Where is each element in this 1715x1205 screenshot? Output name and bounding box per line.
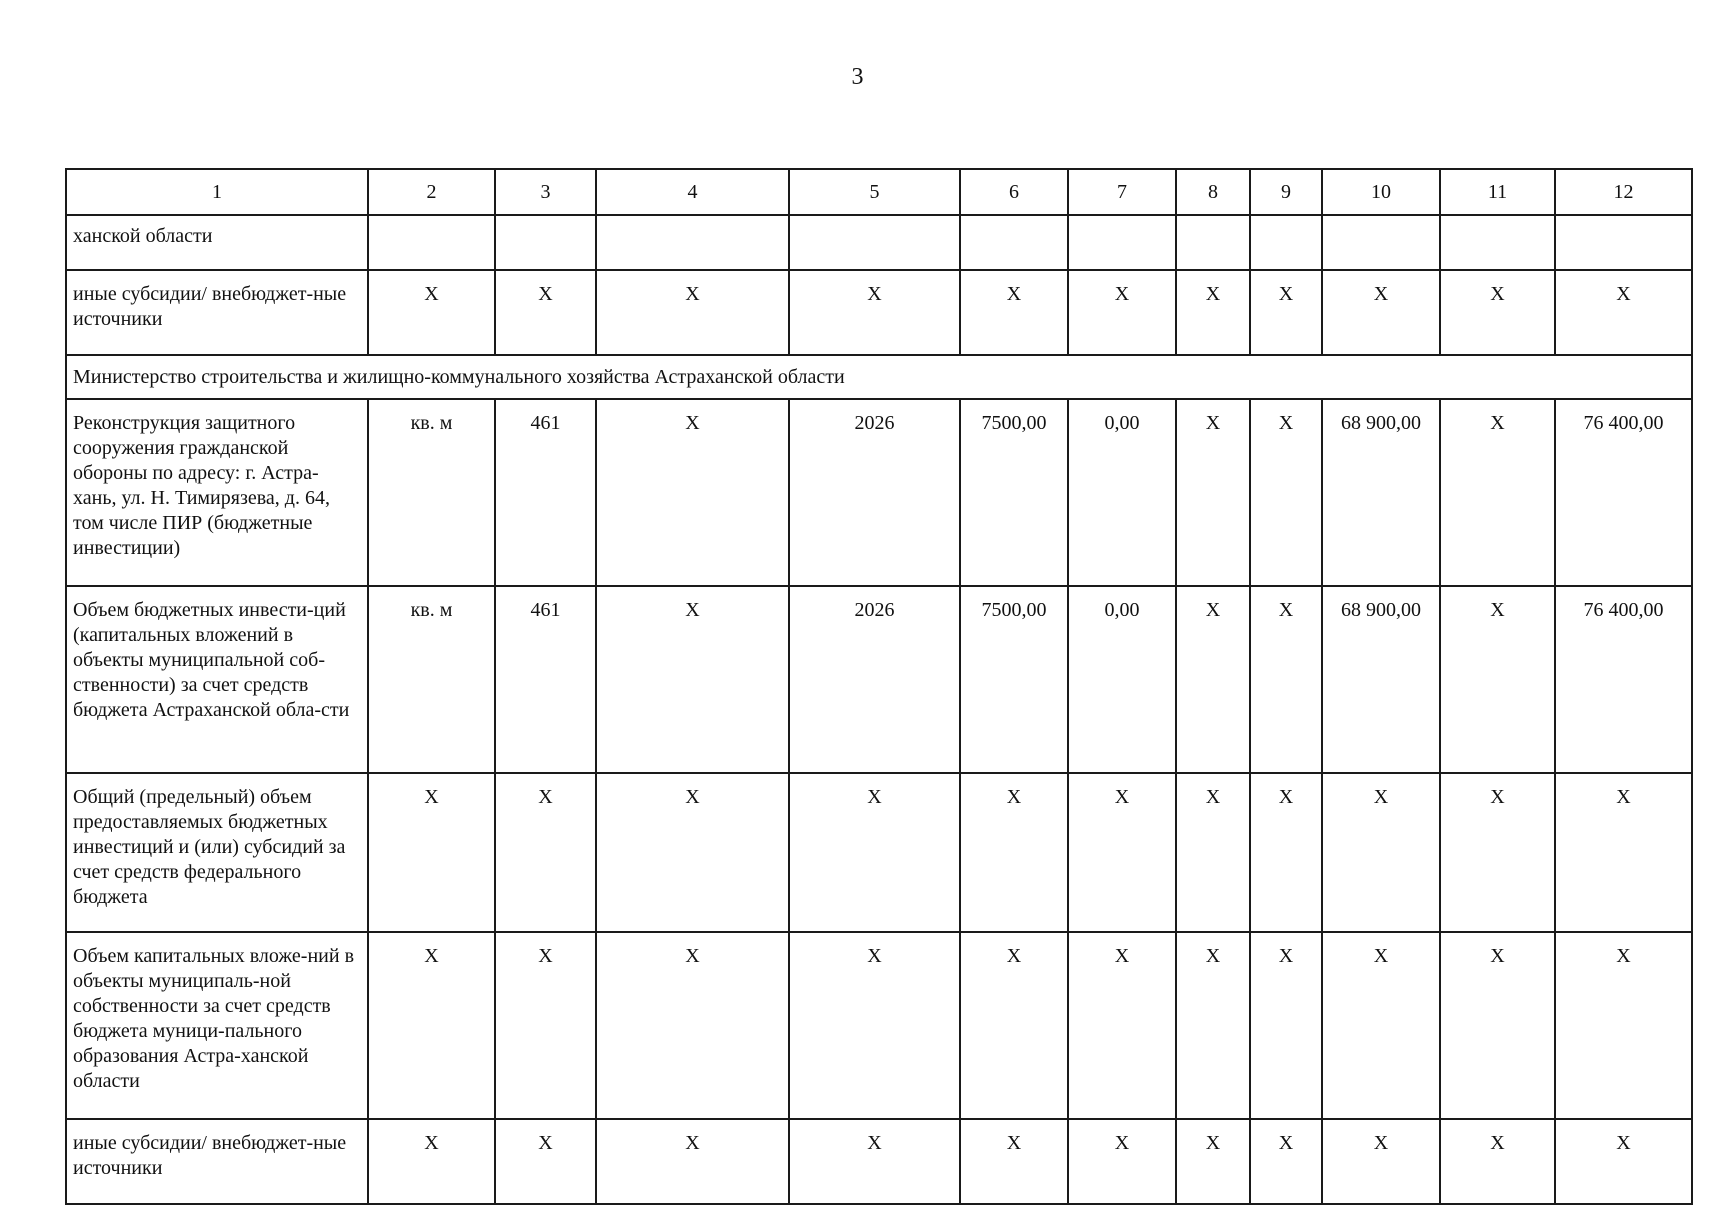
table-row [66, 399, 1692, 586]
table-cell: Х [596, 399, 789, 586]
section-title: Министерство строительства и жилищно-коммунального хозяйства Астраханской области [66, 355, 1692, 399]
table-cell: Х [1250, 773, 1322, 932]
table-cell: 461 [495, 399, 596, 586]
table-cell [1440, 215, 1555, 270]
table-cell: Х [495, 1119, 596, 1204]
table-cell [495, 215, 596, 270]
table-cell: Х [1250, 932, 1322, 1119]
table-cell: Х [1322, 1119, 1440, 1204]
table-cell: 76 400,00 [1555, 399, 1692, 586]
column-number: 3 [495, 169, 596, 215]
table-cell: Х [1068, 270, 1176, 355]
table-cell: Х [1068, 932, 1176, 1119]
table-cell: 7500,00 [960, 586, 1068, 773]
column-number: 6 [960, 169, 1068, 215]
table-cell: Х [1176, 773, 1250, 932]
table-cell: Х [1176, 270, 1250, 355]
page-number: 3 [851, 64, 864, 90]
table-cell: Х [789, 932, 960, 1119]
table-cell: Х [1440, 270, 1555, 355]
table-cell: Х [789, 1119, 960, 1204]
table-cell: Х [960, 773, 1068, 932]
table-cell: Х [1176, 932, 1250, 1119]
column-number: 1 [66, 169, 368, 215]
table-cell: Х [368, 773, 495, 932]
table-cell: Х [1555, 773, 1692, 932]
table-cell: Х [1176, 1119, 1250, 1204]
table-cell [1176, 215, 1250, 270]
table-cell: Х [1440, 399, 1555, 586]
table-cell: Х [1322, 932, 1440, 1119]
table-cell: Х [1440, 773, 1555, 932]
table-cell: Х [596, 932, 789, 1119]
column-number: 12 [1555, 169, 1692, 215]
column-number-row [66, 169, 1692, 215]
column-number: 5 [789, 169, 960, 215]
table-row [66, 215, 1692, 270]
table-cell: Х [1250, 270, 1322, 355]
table-row [66, 773, 1692, 932]
table-cell: кв. м [368, 399, 495, 586]
table-cell: 76 400,00 [1555, 586, 1692, 773]
table-row [66, 586, 1692, 773]
budget-table [65, 168, 1693, 1205]
table-cell: Х [1440, 586, 1555, 773]
table-cell: Х [1555, 1119, 1692, 1204]
table-cell: Х [368, 1119, 495, 1204]
section-row [66, 355, 1692, 399]
table-cell: Х [495, 932, 596, 1119]
table-cell: Х [1250, 1119, 1322, 1204]
table-cell [789, 215, 960, 270]
table-cell: Х [596, 270, 789, 355]
column-number: 11 [1440, 169, 1555, 215]
table-cell: Х [368, 932, 495, 1119]
table-cell: Х [1440, 1119, 1555, 1204]
column-number: 7 [1068, 169, 1176, 215]
table-cell: 0,00 [1068, 399, 1176, 586]
table-cell: Х [1176, 399, 1250, 586]
column-number: 2 [368, 169, 495, 215]
table-cell: Х [596, 1119, 789, 1204]
table-cell: Х [495, 773, 596, 932]
table-cell: Х [1068, 773, 1176, 932]
row-label: Реконструкция защитного сооружения гражданской обороны по адресу: г. Астра-хань, ул. Н. Тимирязева, д. 64, том числе ПИР (бюджетные инвестиции) [66, 399, 368, 586]
table-cell: Х [789, 270, 960, 355]
table-cell: 68 900,00 [1322, 586, 1440, 773]
table-cell: Х [1555, 270, 1692, 355]
table-cell: Х [1440, 932, 1555, 1119]
table-cell [1068, 215, 1176, 270]
table-cell: Х [960, 932, 1068, 1119]
table-cell: Х [495, 270, 596, 355]
table-cell: Х [368, 270, 495, 355]
table-cell: Х [789, 773, 960, 932]
table-row [66, 1119, 1692, 1204]
table-cell: Х [596, 773, 789, 932]
row-label: иные субсидии/ внебюджет-ные источники [66, 1119, 368, 1204]
table-cell: Х [1322, 773, 1440, 932]
table-cell: 68 900,00 [1322, 399, 1440, 586]
table-cell: Х [1322, 270, 1440, 355]
table-cell: Х [1250, 586, 1322, 773]
row-label: ханской области [66, 215, 368, 270]
table-cell: Х [1176, 586, 1250, 773]
table-cell [1250, 215, 1322, 270]
table-cell: 2026 [789, 586, 960, 773]
table-cell: Х [596, 586, 789, 773]
table-cell: Х [1555, 932, 1692, 1119]
row-label: Объем бюджетных инвести-ций (капитальных вложений в объекты муниципальной соб-ственности) за счет средств бюджета Астраханской обла-сти [66, 586, 368, 773]
row-label: Общий (предельный) объем предоставляемых бюджетных инвестиций и (или) субсидий за счет средств федерального бюджета [66, 773, 368, 932]
table-cell: 0,00 [1068, 586, 1176, 773]
row-label: иные субсидии/ внебюджет-ные источники [66, 270, 368, 355]
column-number: 8 [1176, 169, 1250, 215]
column-number: 4 [596, 169, 789, 215]
table-cell: Х [1250, 399, 1322, 586]
table-cell [960, 215, 1068, 270]
table-cell: Х [960, 1119, 1068, 1204]
row-label: Объем капитальных вложе-ний в объекты муниципаль-ной собственности за счет средств бюджета муници-пального образования Астра-ханской области [66, 932, 368, 1119]
table-cell: Х [1068, 1119, 1176, 1204]
table-row [66, 932, 1692, 1119]
table-cell: 2026 [789, 399, 960, 586]
column-number: 10 [1322, 169, 1440, 215]
table-cell: 7500,00 [960, 399, 1068, 586]
table-cell [368, 215, 495, 270]
table-cell: 461 [495, 586, 596, 773]
table-cell: кв. м [368, 586, 495, 773]
table-cell [596, 215, 789, 270]
table-cell [1555, 215, 1692, 270]
table-cell: Х [960, 270, 1068, 355]
table-row [66, 270, 1692, 355]
column-number: 9 [1250, 169, 1322, 215]
table-cell [1322, 215, 1440, 270]
